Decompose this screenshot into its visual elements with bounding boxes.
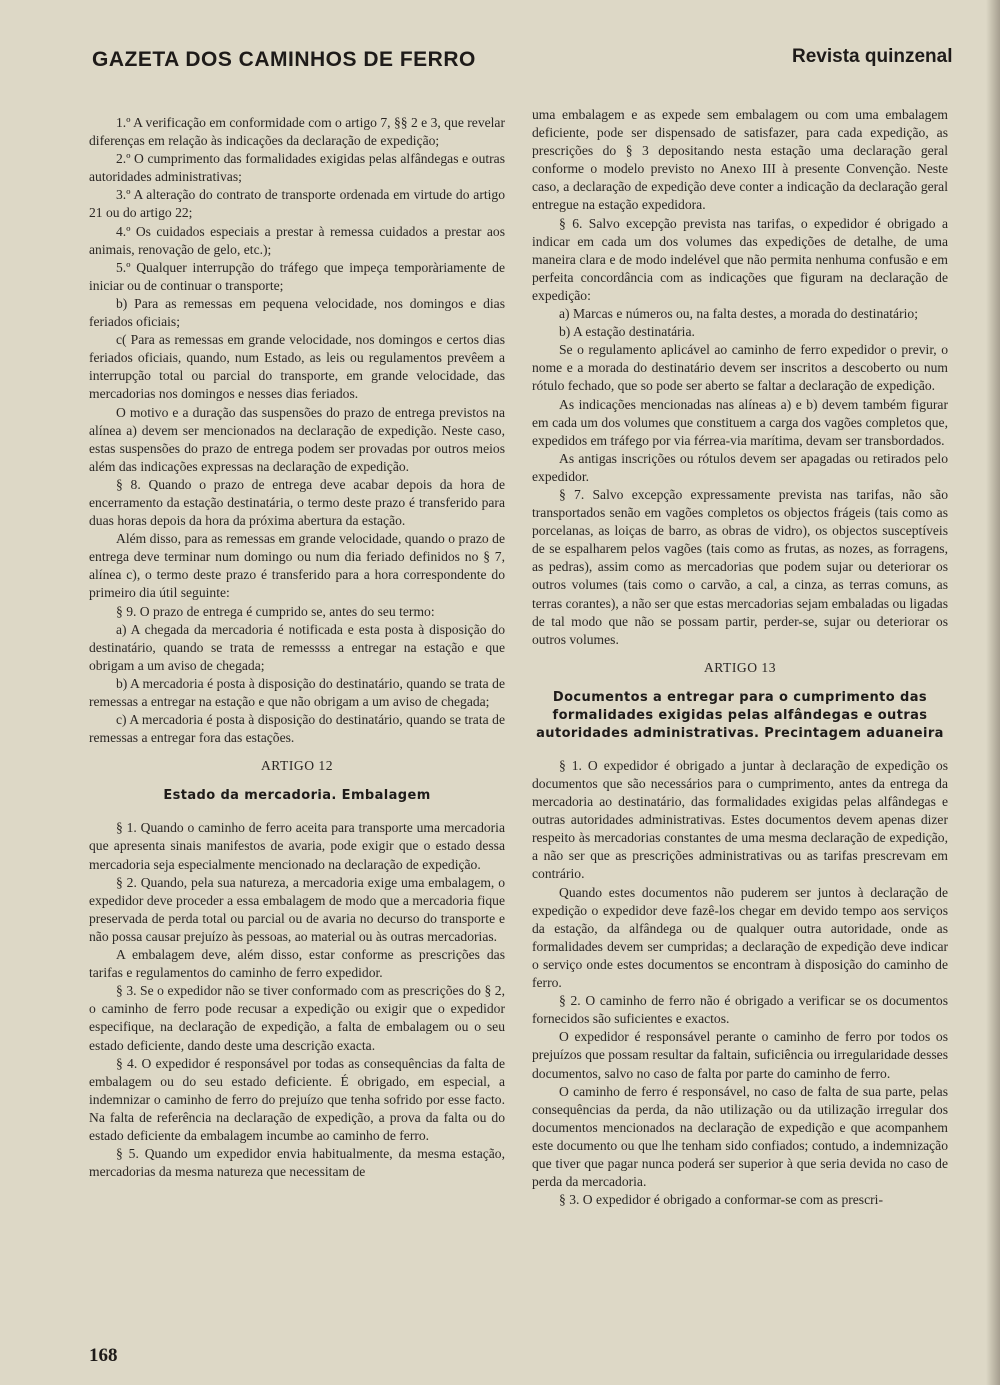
- section-title: Estado da mercadoria. Embalagem: [163, 788, 431, 804]
- paragraph: § 6. Salvo excepção prevista nas tarifas, o expedidor é obrigado a indicar em cada um dos volumes das expedições de detalhe, de uma maneira clara e de modo indelével que não permita nenhuma confusão e em perfeita concordância com as indicações que figuram na declaração de expedição:: [532, 215, 948, 303]
- journal-subtitle: Revista quinzenal: [792, 46, 953, 67]
- article-heading: ARTIGO 13: [703, 659, 777, 675]
- paragraph: uma embalagem e as expede sem embalagem ou com uma embalagem deficiente, pode ser dispensado de satisfazer, para cada expedição, as prescrições do § 3 depositando nesta estação uma declaração geral conforme o modelo previsto no Anexo III à presente Convenção. Neste caso, a declaração de expedição deve conter a indicação da declaração geral entregue na estação expedidora.: [532, 107, 948, 213]
- paragraph: § 9. O prazo de entrega é cumprido se, antes do seu termo:: [116, 603, 435, 619]
- paragraph: Se o regulamento aplicável ao caminho de ferro expedidor o previr, o nome e a morada do destinatário devem ser inscritos a descoberto ou num rótulo fechado, que so pode ser aberto se faltar a declaração de expedição.: [532, 342, 948, 394]
- paragraph: § 1. Quando o caminho de ferro aceita para transporte uma mercadoria que apresenta sinais manifestos de avaria, pode exigir que o estado dessa mercadoria seja especialmente mencionado na declaração de expedição.: [89, 820, 505, 872]
- paragraph: § 7. Salvo excepção expressamente prevista nas tarifas, não são transportados senão em vagões completos os objectos frágeis (tais como as porcelanas, as loiças de barro, as obras de vidro), os objectos susceptíveis de se espalharem pelos vagões (tais como as frutas, as nozes, as forragens, as pedras), assim como as mercadorias que podem sujar ou deteriorar os outros volumes (tais como o carvão, a cal, a cinza, as terras comuns, as terras corantes), a não ser que estas mercadorias sejam embaladas ou ligadas de tal modo que não se possam partir, perder-se, sujar ou deteriorar os outros volumes.: [532, 486, 948, 647]
- paragraph: A embalagem deve, além disso, estar conforme as prescrições das tarifas e regulamentos do caminho de ferro expedidor.: [89, 947, 505, 981]
- left-column: [89, 114, 505, 1181]
- journal-title: GAZETA DOS CAMINHOS DE FERRO: [92, 48, 476, 71]
- paragraph: c) A mercadoria é posta à disposição do destinatário, quando se trata de remessas a entregar fora das estações.: [89, 712, 505, 746]
- paragraph: 1.º A verificação em conformidade com o artigo 7, §§ 2 e 3, que revelar diferenças em relação às indicações da declaração de expedição;: [89, 115, 505, 149]
- paragraph: § 1. O expedidor é obrigado a juntar à declaração de expedição os documentos que são necessários para o cumprimento, antes da entrega da mercadoria ao destinatário, das formalidades exigidas pelas alfândegas e outras autoridades administrativas. Estes documentos devem apenas dizer respeito às mercadorias constantes de uma mesma declaração de expedição, a não ser que as prescrições administrativas ou as tarifas prescrevam em contrário.: [532, 757, 948, 882]
- paragraph: § 8. Quando o prazo de entrega deve acabar depois da hora de encerramento da estação destinatária, o termo deste prazo é transferido para duas horas depois da hora da próxima abertura da estação.: [89, 476, 505, 529]
- paragraph: 5.º Qualquer interrupção do tráfego que impeça temporàriamente de iniciar ou de continuar o transporte;: [89, 259, 505, 293]
- paragraph: a) A chegada da mercadoria é notificada e esta posta à disposição do destinatário, quando se trata de remessss a entregar na estação e que obrigam a um aviso de chegada;: [89, 621, 505, 673]
- paragraph: As antigas inscrições ou rótulos devem ser apagadas ou retirados pelo expedidor.: [532, 450, 948, 484]
- paragraph: § 3. Se o expedidor não se tiver conformado com as prescrições do § 2, o caminho de ferro pode recusar a expedição ou exigir que o expedidor especifique, na declaração de expedição, a falta de embalagem ou o seu estado deficiente, dando deste uma descrição exacta.: [89, 983, 505, 1053]
- paragraph: b) A estação destinatária.: [559, 324, 695, 340]
- page-edge-shadow: [986, 0, 1000, 1385]
- paragraph: b) Para as remessas em pequena velocidade, nos domingos e dias feriados oficiais;: [89, 295, 505, 330]
- right-column: [532, 106, 948, 1209]
- paragraph: O expedidor é responsável perante o caminho de ferro por todos os prejuízos que possam resultar da faltain, suficiência ou irregularidade desses documentos, salvo no caso de falta por parte do caminho de ferro.: [532, 1029, 948, 1081]
- paragraph: O motivo e a duração das suspensões do prazo de entrega previstos na alínea a) devem ser mencionados na declaração de expedição. Neste caso, estas suspensões do prazo de entrega podem ser provadas por outros meios além das indicações expressas na declaração de expedição.: [89, 404, 505, 474]
- paragraph: a) Marcas e números ou, na falta destes, a morada do destinatário;: [559, 306, 918, 322]
- article-heading: ARTIGO 12: [260, 758, 334, 774]
- paragraph: 4.º Os cuidados especiais a prestar à remessa cuidados a prestar aos animais, renovação de gelo, etc.);: [89, 223, 505, 257]
- paragraph: § 5. Quando um expedidor envia habitualmente, da mesma estação, mercadorias da mesma natureza que necessitam de: [89, 1146, 505, 1180]
- paragraph: 3.º A alteração do contrato de transporte ordenada em virtude do artigo 21 ou do artigo 22;: [89, 187, 505, 221]
- paragraph: § 4. O expedidor é responsável por todas as consequências da falta de embalagem ou do seu estado deficiente. É obrigado, em especial, a indemnizar o caminho de ferro do prejuízo que tenha sofrido por esse facto. Na falta de referência na declaração de expedição, a prova da falta ou do estado deficiente da embalagem incumbe ao caminho de ferro.: [89, 1055, 505, 1143]
- paragraph: 2.º O cumprimento das formalidades exigidas pelas alfândegas e outras autoridades administrativas;: [89, 151, 505, 185]
- section-title: Documentos a entregar para o cumprimento das formalidades exigidas pelas alfândegas e outras autoridades administrativas. Precintagem aduaneira: [536, 689, 944, 741]
- paragraph: b) A mercadoria é posta à disposição do destinatário, quando se trata de remessas a entregar na estação e que não obrigam a um aviso de chegada;: [89, 675, 505, 709]
- paragraph: § 2. O caminho de ferro não é obrigado a verificar se os documentos fornecidos são suficientes e exactos.: [532, 993, 948, 1027]
- paragraph: c( Para as remessas em grande velocidade, nos domingos e certos dias feriados oficiais, quando, num Estado, as leis ou regulamentos prevêem a interrupção total ou parcial do transporte, em grande velocidade, das mercadorias nos domingos e nesses dias feriados.: [89, 332, 505, 402]
- paragraph: As indicações mencionadas nas alíneas a) e b) devem também figurar em cada um dos volumes que constituem a carga dos vagões completos que, expedidos em tráfego por via férrea-via marítima, devam ser transbordados.: [532, 396, 948, 448]
- paragraph: Quando estes documentos não puderem ser juntos à declaração de expedição o expedidor deve fazê-los chegar em devido tempo aos serviços da estação, da alfândega ou de qualquer outra autoridade, onde as formalidades devem ser cumpridas; a declaração de expedição deve indicar o serviço onde estes documentos se encontram à disposição do caminho de ferro.: [532, 884, 948, 991]
- page-number: 168: [89, 1345, 118, 1366]
- paragraph: § 2. Quando, pela sua natureza, a mercadoria exige uma embalagem, o expedidor deve proceder a essa embalagem de modo que a mercadoria fique preservada de perda total ou parcial ou de avaria no decurso do transporte e não possa causar prejuízo às pessoas, ao material ou às outras mercadorias.: [89, 874, 505, 944]
- paragraph: O caminho de ferro é responsável, no caso de falta de sua parte, pelas consequências da perda, da não utilização ou da utilização irregular dos documentos mencionados na declaração de expedição e que acompanhem este documento ou que lhe tenham sido confiados; contudo, a indemnização que tiver que pagar nunca poderá ser superior à que seria devida no caso de perda da mercadoria.: [532, 1083, 948, 1190]
- paragraph: § 3. O expedidor é obrigado a conformar-se com as prescri-: [559, 1192, 883, 1208]
- paragraph: Além disso, para as remessas em grande velocidade, quando o prazo de entrega deve terminar num domingo ou num dia feriado definidos no § 7, alínea c), o termo deste prazo é transferido para a hora correspondente do primeiro dia útil seguinte:: [89, 531, 505, 601]
